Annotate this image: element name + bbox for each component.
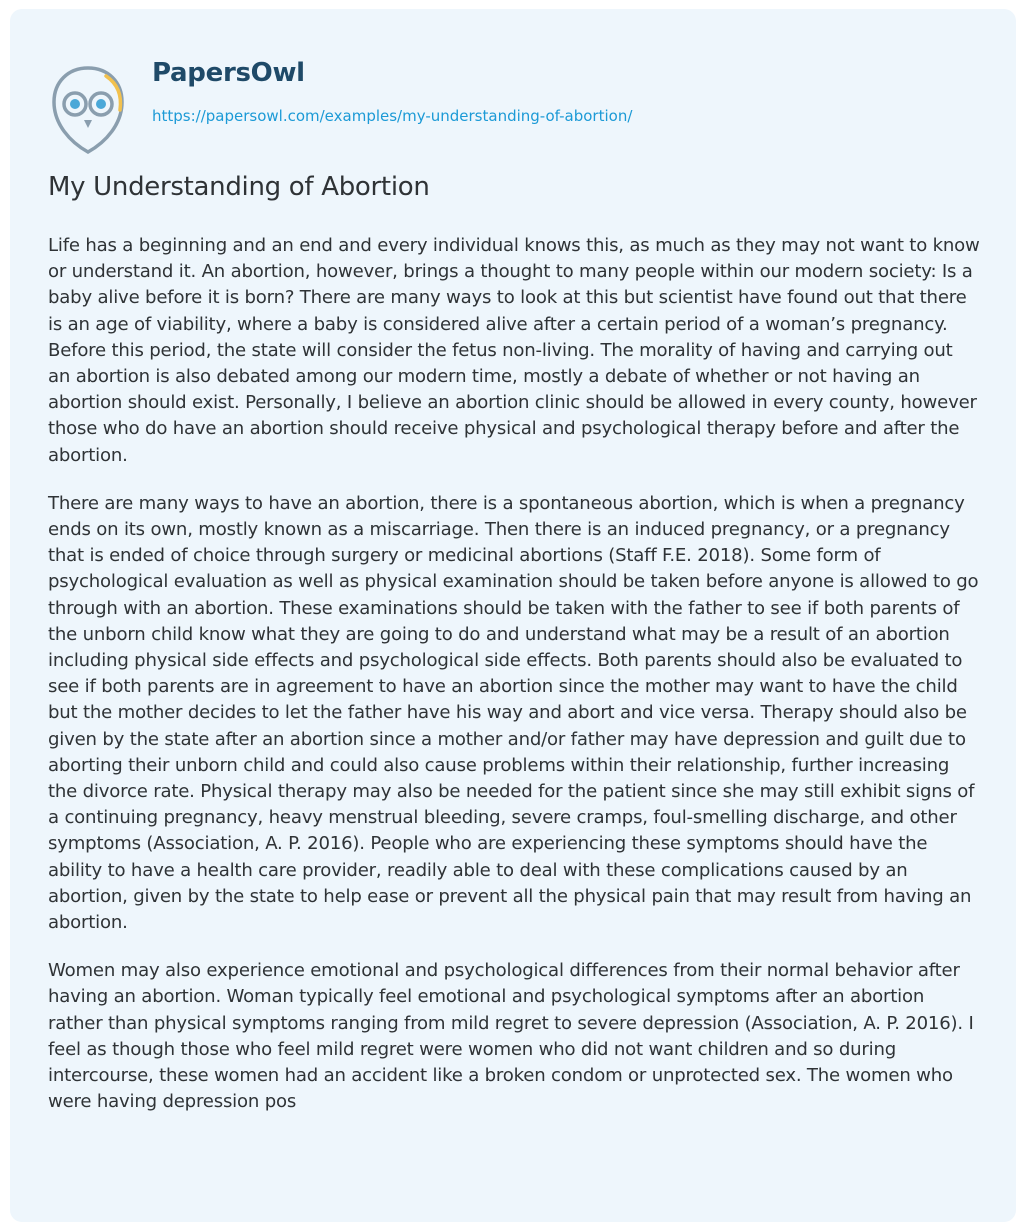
paragraph: Women may also experience emotional and psychological differences from their normal behavior after having an abortion. Woman typically feel emotional and psychological symptoms after an abortion rather than physical symptoms ranging from mild regret to severe depression (Association, A. P. 2016). I feel as though those who feel mild regret were women who did not want children and so during intercourse, these women had an accident like a broken condom or unprotected sex. The women who were having depression pos <box>48 960 974 1113</box>
source-url-link[interactable]: https://papersowl.com/examples/my-understanding-of-abortion/ <box>152 107 633 125</box>
brand-name[interactable]: PapersOwl <box>152 58 305 88</box>
owl-logo-icon <box>48 64 128 156</box>
page-title: My Understanding of Abortion <box>48 172 430 202</box>
paragraph: Life has a beginning and an end and every individual knows this, as much as they may not want to know or understand it. An abortion, however, brings a thought to many people within our modern society: Is a baby alive before it is born? There are many ways to look at this but scientist have found out that there is an age of viability, where a baby is considered alive after a certain period of a woman’s pregnancy. Before this period, the state will consider the fetus non-living. The morality of having and carrying out an abortion is also debated among our modern time, mostly a debate of whether or not having an abortion should exist. Personally, I believe an abortion clinic should be allowed in every county, however those who do have an abortion should receive physical and psychological therapy before and after the abortion. <box>48 235 980 466</box>
paragraph: There are many ways to have an abortion, there is a spontaneous abortion, which is when a pregnancy ends on its own, mostly known as a miscarriage. Then there is an induced pregnancy, or a pregnancy that is ended of choice through surgery or medicinal abortions (Staff F.E. 2018). Some form of psychological evaluation as well as physical examination should be taken before anyone is allowed to go through with an abortion. These examinations should be taken with the father to see if both parents of the unborn child know what they are going to do and understand what may be a result of an abortion including physical side effects and psychological side effects. Both parents should also be evaluated to see if both parents are in agreement to have an abortion since the mother may want to have the child but the mother decides to let the father have his way and abort and vice versa. Therapy should also be given by the state after an abortion since a mother and/or father may have depression and guilt due to aborting their unborn child and could also cause problems within their relationship, further increasing the divorce rate. Physical therapy may also be needed for the patient since she may still exhibit signs of a continuing pregnancy, heavy menstrual bleeding, severe cramps, foul-smelling discharge, and other symptoms (Association, A. P. 2016). People who are experiencing these symptoms should have the ability to have a health care provider, readily able to deal with these complications caused by an abortion, given by the state to help ease or prevent all the physical pain that may result from having an abortion. <box>48 492 979 934</box>
document-body <box>48 233 980 1138</box>
header <box>48 56 948 146</box>
